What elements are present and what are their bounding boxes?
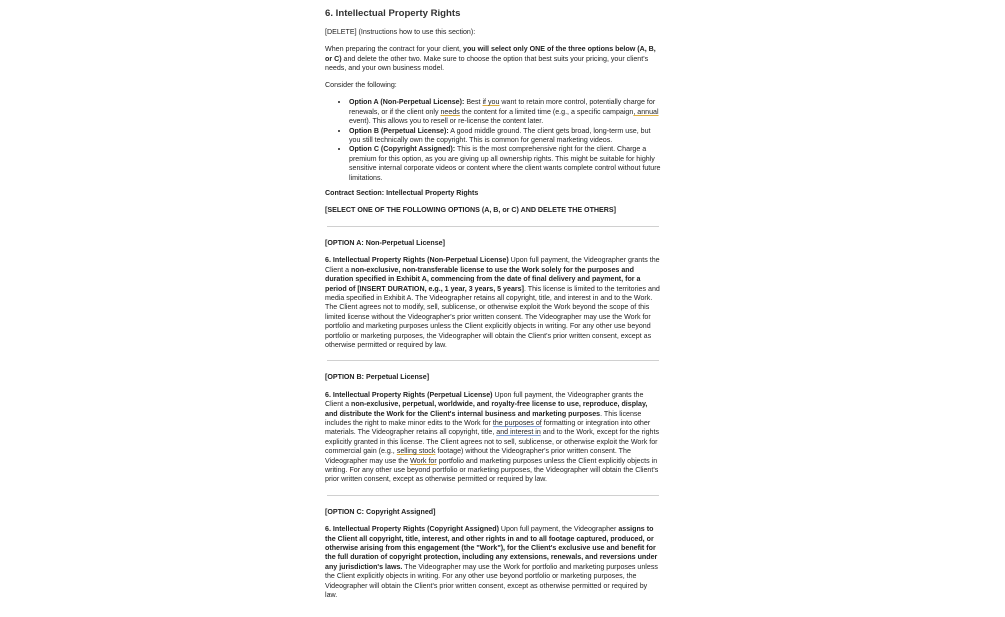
document-page (325, 0, 661, 608)
consider-line: Consider the following: (325, 81, 397, 90)
option-a-label: Option A (Non-Perpetual License): (349, 98, 465, 107)
spellcheck-underline: selling stock (396, 447, 436, 456)
spellcheck-underline: if you (482, 98, 500, 107)
option-b-title: [OPTION B: Perpetual License] (325, 373, 430, 382)
contract-section-title: Contract Section: Intellectual Property Rights (325, 189, 479, 198)
clause-bold: non-exclusive, perpetual, worldwide, and royalty-free license to use, reproduce, display, and distribute the Work for the Client's internal business and marketing purposes (325, 400, 648, 418)
spellcheck-underline: , annual (633, 107, 659, 116)
intro-text-end: and delete the other two. Make sure to choose the option that best suits your pricing, your client's needs, and your own business model. (325, 54, 649, 73)
option-a-text: the content for a limited time (e.g., a specific campaign (459, 107, 634, 116)
clause-title: 6. Intellectual Property Rights (Non-Perpetual License) (325, 256, 509, 265)
suggestion-underline: the purposes of (492, 418, 542, 427)
divider (327, 360, 659, 361)
option-a-paragraph (325, 256, 661, 350)
list-item-option-c (349, 145, 661, 183)
clause-text: and to the Work, except for the rights explicitly granted in this license. The Client agrees not to sell, sublicense, or otherwise exploit the Work for commercial gain (e.g., (325, 428, 659, 456)
clause-text: Upon full payment, the Videographer grants the Client a (325, 256, 660, 274)
spellcheck-underline: needs (440, 107, 460, 116)
clause-text: The Videographer may use the Work for portfolio and marketing purposes unless the Client explicitly objects in writing. For any other use beyond portfolio or marketing purposes, the Videographer will obtain the Client's prior written consent, except as otherwise permitted or required by law. (325, 562, 658, 600)
clause-bold: non-exclusive, non-transferable license to use the Work solely for the purposes and duration specified in Exhibit A, commencing from the date of final delivery and payment, for a period of [INSERT DURATION, e.g., 1 year, 3 years, 5 years] (325, 265, 641, 293)
clause-text: . This license is limited to the territories and media specified in Exhibit A. The Videographer retains all copyright, title, and interest in and to the Work. The Client agrees not to modify, sell, sublicense, or otherwise exploit the Work beyond the scope of this limited license without the Videographer's prior written consent. The Videographer may use the Work for portfolio and marketing purposes unless the Client explicitly objects in writing. For any other use beyond portfolio or marketing purposes, the Videographer will obtain the Client's prior written consent, except as otherwise permitted or required by law. (325, 284, 660, 349)
clause-title: 6. Intellectual Property Rights (Copyright Assigned) (325, 525, 499, 534)
list-item-option-b (349, 127, 661, 146)
delete-note: [DELETE] (Instructions how to use this section): (325, 28, 476, 36)
option-a-text: event). This allows you to resell or re-license the content later. (349, 117, 544, 126)
spellcheck-underline: Work for (410, 456, 437, 465)
clause-text: footage) without the Videographer's prior written consent. The Videographer may use the (325, 447, 631, 465)
option-b-paragraph (325, 391, 661, 485)
intro-bold: you will select only ONE of the three options below (A, B, or C) (325, 45, 656, 63)
suggestion-underline: and interest in (496, 428, 541, 437)
clause-bold: assigns to the Client all copyright, title, interest, and other rights in and to all footage captured, produced, or otherwise arising from this engagement (the "Work"), for the Client's exclusive use and benefit for the full duration of copyright protection, including any extensions, renewals, and reversions under any jurisdiction's laws. (325, 525, 658, 571)
option-a-text: Best (464, 98, 483, 107)
clause-text: Upon full payment, the Videographer (498, 525, 619, 534)
option-b-text: A good middle ground. The client gets broad, long-term use, but you still technically own the copyright. This is common for general marketing videos. (349, 126, 651, 145)
clause-text: portfolio and marketing purposes unless the Client explicitly objects in writing. For any other use beyond portfolio or marketing purposes, the Videographer will obtain the Client's prior written consent, except as otherwise permitted or required by law. (325, 456, 659, 484)
option-b-label: Option B (Perpetual License): (349, 126, 449, 135)
divider (327, 495, 659, 496)
list-item-option-a (349, 98, 661, 126)
option-c-paragraph (325, 525, 661, 600)
options-list (325, 98, 661, 183)
intro-paragraph (325, 45, 661, 73)
clause-text: . This license includes the right to make minor edits to the Work for (325, 409, 642, 427)
select-instruction: [SELECT ONE OF THE FOLLOWING OPTIONS (A, B, or C) AND DELETE THE OTHERS] (325, 206, 616, 215)
clause-text: Upon full payment, the Videographer grants the Client a (325, 390, 644, 409)
option-a-text: want to retain more control, potentially charge for renewals, or if the client only (349, 98, 656, 116)
divider (327, 226, 659, 227)
option-a-title: [OPTION A: Non-Perpetual License] (325, 238, 445, 247)
intro-text: When preparing the contract for your client, (325, 45, 464, 54)
option-c-label: Option C (Copyright Assigned): (349, 145, 456, 154)
option-c-text: This is the most comprehensive right for the client. Charge a premium for this option, as you are giving up all ownership rights. This might be suitable for highly sensitive internal corporate videos or content where the client wants complete control without future limitations. (349, 145, 661, 182)
clause-title: 6. Intellectual Property Rights (Perpetual License) (325, 390, 493, 399)
section-heading: 6. Intellectual Property Rights (325, 8, 461, 19)
clause-text: formatting or integration into other materials. The Videographer retains all copyright, title, (325, 418, 651, 437)
option-c-title: [OPTION C: Copyright Assigned] (325, 507, 436, 516)
